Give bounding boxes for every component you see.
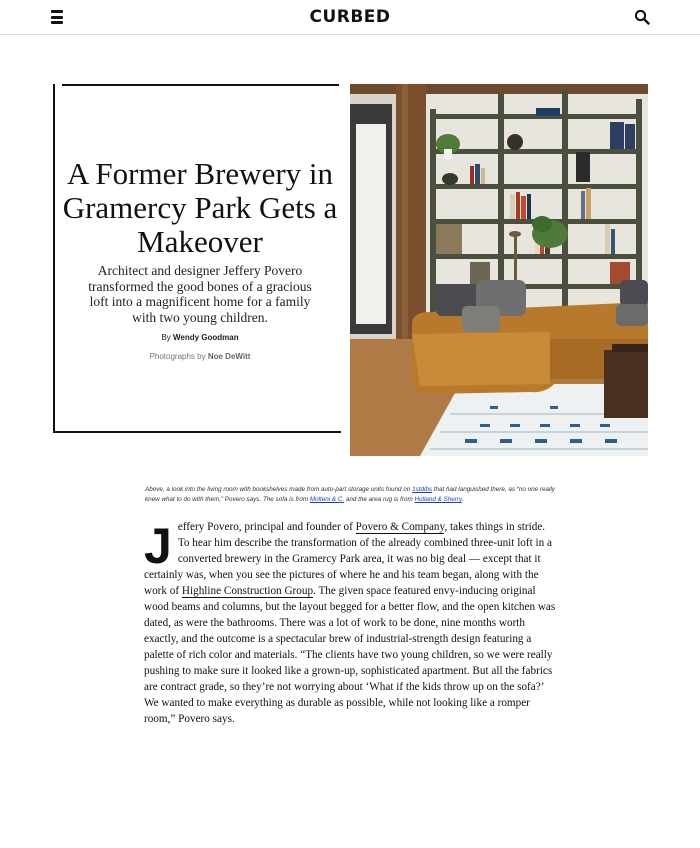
byline	[53, 333, 347, 342]
photo-credit-prefix: Photographs by	[149, 352, 206, 361]
paragraph-text: effery Povero, principal and founder of	[177, 521, 356, 533]
link-1stdibs[interactable]: 1stdibs	[412, 486, 433, 493]
living-room-illustration	[350, 84, 648, 456]
article-body	[144, 519, 559, 727]
drop-cap: J	[144, 518, 172, 574]
byline-prefix: By	[161, 333, 171, 342]
top-navigation-bar	[0, 0, 700, 35]
link-holland-sherry[interactable]: Holland & Sherry	[414, 496, 462, 503]
caption-text: that had languished there, as “no one really knew what to do with them,” Povero says. The sofa is from	[145, 486, 555, 503]
photo-caption	[145, 485, 555, 505]
article-dek: Architect and designer Jeffery Povero transformed the good bones of a gracious loft into a magnificent home for a family with two young children.	[88, 263, 312, 325]
link-highline-construction[interactable]: Highline Construction Group	[181, 585, 314, 597]
caption-text: Above, a look into the living room with bookshelves made from auto-part storage units found on	[145, 486, 413, 493]
article-title: A Former Brewery in Gramercy Park Gets a Makeover	[62, 156, 338, 259]
site-logo[interactable]: CURBED	[309, 7, 391, 27]
photo-credit	[53, 352, 347, 361]
search-icon[interactable]	[634, 9, 650, 25]
link-povero-company[interactable]: Povero & Company	[355, 521, 445, 533]
author-name[interactable]: Wendy Goodman	[172, 333, 239, 342]
paragraph-text: . The given space featured envy-inducing original wood beams and columns, but the layout begged for a better flow, and the open kitchen was dated, as were the bathrooms. There was a lot of work to be done, nine months worth exactly, and the outcome is a spectacular brew of industrial-strength design featuring a palette of rich color and materials. “The clients have two young children, so we were really pushing to make sure it looked like a grown-up, sophisticated apartment. But all the fabrics are contract grade, so they’re not worrying about ‘What if the kids throw up on the sofa?’ We wanted to make everything as durable as possible, while not looking like a romper room,” Povero says.	[144, 585, 556, 725]
caption-text: and the area rug is from	[344, 496, 415, 503]
hero-top-rule	[62, 84, 339, 86]
caption-text: .	[461, 496, 464, 503]
photographer-name: Noe DeWitt	[207, 352, 251, 361]
link-molteni[interactable]: Molteni & C.	[309, 496, 345, 503]
hero-photo-living-room	[350, 84, 648, 456]
paragraph-text: , takes things in stride. To hear him describe the transformation of the already combined three-unit loft in a converted brewery in the Gramercy Park area, it was no big deal — except that it certainly was, when you see the pictures of where he and his team began, along with the work of	[144, 521, 552, 597]
